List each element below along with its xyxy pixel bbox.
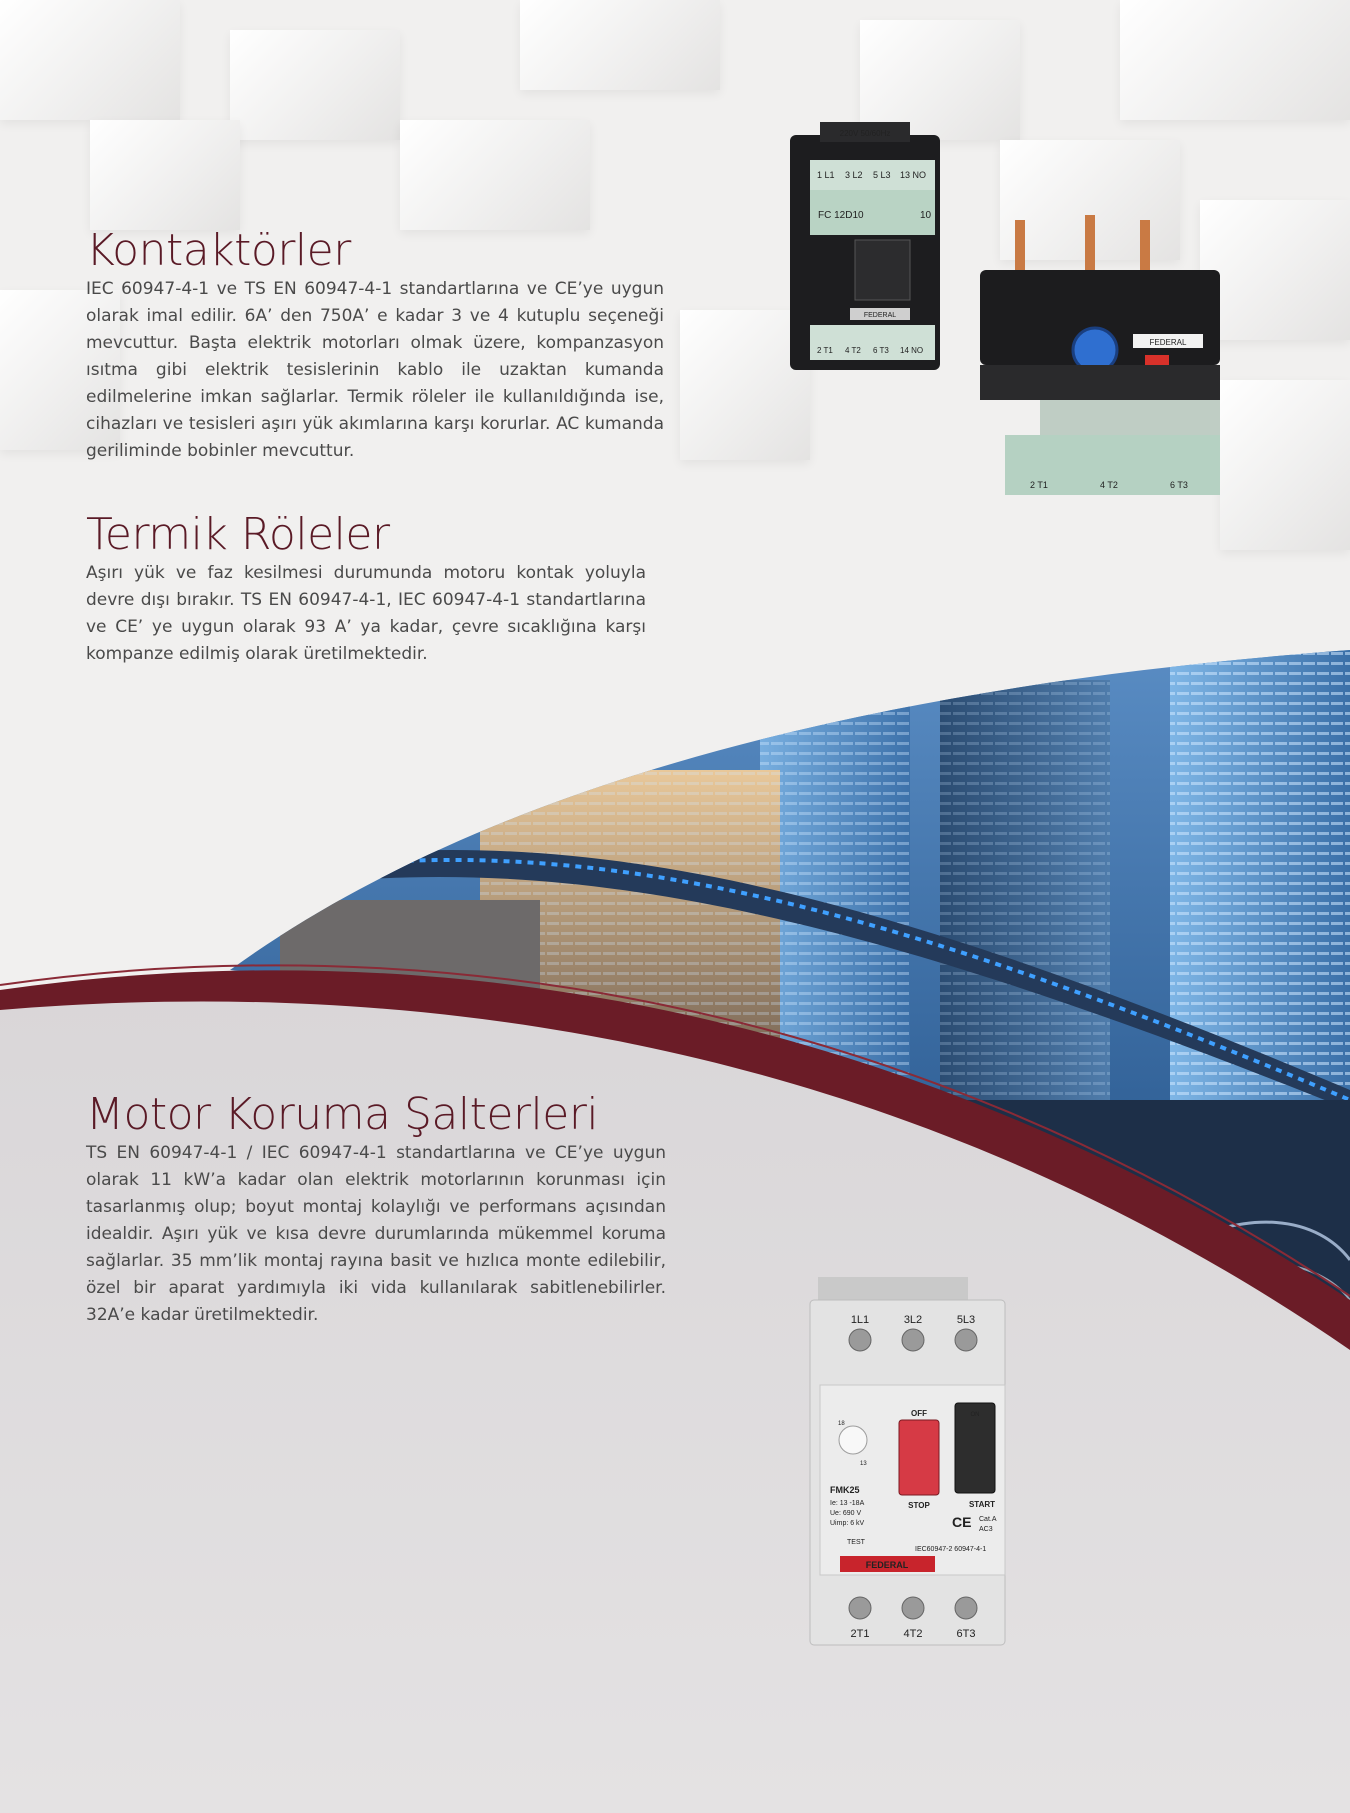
relay-copper-pin (1140, 220, 1150, 270)
terminal-label: 1 L1 (817, 170, 835, 180)
terminal-label: 6 T3 (873, 346, 889, 355)
breaker-on-label: ON (970, 1412, 980, 1418)
breaker-start-label: START (968, 1500, 996, 1509)
contactor-window (855, 240, 910, 300)
breaker-stop-button (899, 1420, 939, 1495)
breaker-spec: Ie: 13 -18A (830, 1500, 865, 1507)
section-motor-koruma (86, 1090, 666, 1329)
breaker-dial (839, 1426, 867, 1454)
terminal-screw (849, 1597, 871, 1619)
terminal-label: 3 L2 (845, 170, 863, 180)
terminal-screw (955, 1329, 977, 1351)
relay-band (980, 365, 1220, 400)
dial-label: 13 (860, 1461, 867, 1467)
terminal-label: 6T3 (956, 1628, 976, 1640)
section-termik-roleler (86, 510, 646, 668)
terminal-label: 1L1 (850, 1314, 870, 1326)
section-title: Termik Röleler (86, 509, 390, 560)
terminal-label: 3L2 (903, 1314, 923, 1326)
terminal-label: 5L3 (956, 1314, 976, 1326)
relay-aux-terminals (1040, 400, 1220, 435)
section-body: TS EN 60947-4-1 / IEC 60947-4-1 standartlarına ve CE’ye uygun olarak 11 kW’a kadar olan elektrik motorlarının korunması için tasarlanmış olup; boyut montaj kolaylığı ve performans açısından idealdir. Aşırı yük ve kısa devre durumlarında mükemmel koruma sağlarlar. 35 mm’lik montaj rayına basit ve hızlıca monte edilebilir, özel bir aparat yardımıyla iki vida kullanılarak sabitlenebilirler. 32A’e kadar üretilmektedir. (86, 1143, 666, 1325)
breaker-standard: IEC60947-2 60947-4-1 (915, 1546, 987, 1553)
breaker-spec: Ue: 690 V (830, 1510, 862, 1517)
terminal-label: 5 L3 (873, 170, 891, 180)
terminal-screw (902, 1597, 924, 1619)
breaker-brand: FEDERAL (865, 1560, 909, 1570)
contactor-aux: 10 (920, 210, 932, 221)
terminal-label: 4 T2 (1100, 480, 1118, 490)
breaker-off-label: OFF (911, 1409, 927, 1418)
motor-breaker-image (790, 1275, 1020, 1650)
terminal-label: 2 T1 (1030, 480, 1048, 490)
terminal-label: 6 T3 (1170, 480, 1188, 490)
contactor-coil-label: 220V 50/60Hz (839, 129, 891, 138)
terminal-screw (955, 1597, 977, 1619)
section-body: Aşırı yük ve faz kesilmesi durumunda motoru kontak yoluyla devre dışı bırakır. TS EN 60947-4-1, IEC 60947-4-1 standartlarına ve CE’ ye uygun olarak 93 A’ ya kadar, çevre sıcaklığına karşı kompanze edilmiş olarak üretilmektedir. (86, 563, 646, 664)
section-title: Motor Koruma Şalterleri (86, 1089, 599, 1140)
dial-label: 18 (838, 1421, 845, 1427)
terminal-label: 2T1 (850, 1628, 870, 1640)
contactor-brand: FEDERAL (863, 312, 897, 319)
terminal-label: 14 NO (900, 346, 924, 355)
terminal-screw (902, 1329, 924, 1351)
relay-copper-pin (1015, 220, 1025, 270)
terminal-label: 13 NO (900, 170, 927, 180)
ce-mark: CE (952, 1514, 972, 1530)
section-kontaktorler (86, 226, 664, 465)
breaker-test-label: TEST (847, 1539, 865, 1546)
relay-brand: FEDERAL (1149, 338, 1187, 347)
breaker-spec: Uimp: 6 kV (830, 1520, 865, 1527)
section-title: Kontaktörler (86, 225, 351, 276)
section-body: IEC 60947-4-1 ve TS EN 60947-4-1 standartlarına ve CE’ye uygun olarak imal edilir. 6A’ den 750A’ e kadar 3 ve 4 kutuplu seçeneği mevcuttur. Başta elektrik motorları olmak üzere, kompanzasyon ısıtma gibi elektrik tesislerinin kablo ile uzaktan kumanda edilmelerine imkan sağlarlar. Termik röleler ile kullanıldığında ise, cihazları ve tesisleri aşırı yük akımlarına karşı korurlar. AC kumanda geriliminde bobinler mevcuttur. (86, 279, 664, 461)
terminal-screw (849, 1329, 871, 1351)
thermal-relay-image (975, 210, 1225, 500)
contactor-image (780, 120, 960, 380)
breaker-category: Cat.A (979, 1516, 997, 1523)
terminal-label: 4T2 (903, 1628, 923, 1640)
terminal-label: 2 T1 (817, 346, 833, 355)
contactor-model: FC 12D10 (818, 210, 864, 221)
breaker-stop-label: STOP (908, 1501, 930, 1510)
breaker-model: FMK25 (830, 1485, 860, 1495)
breaker-category: AC3 (979, 1526, 993, 1533)
relay-copper-pin (1085, 215, 1095, 270)
terminal-label: 4 T2 (845, 346, 861, 355)
